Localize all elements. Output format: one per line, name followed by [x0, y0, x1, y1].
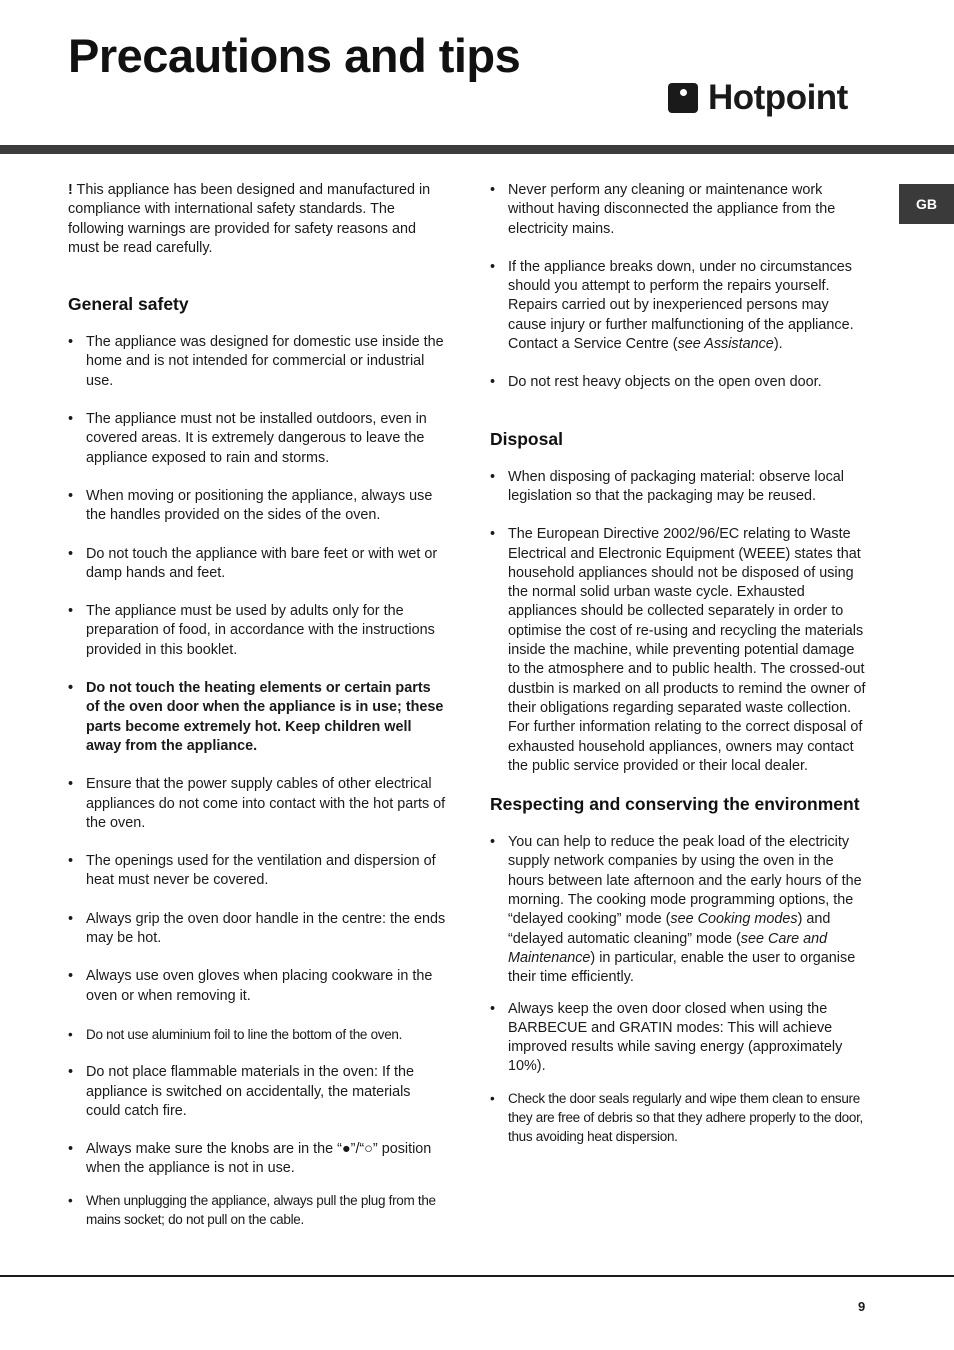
header-divider [0, 145, 954, 154]
list-item: • Do not touch the appliance with bare feet or with wet or damp hands and feet. [68, 545, 448, 584]
environment-list [490, 833, 870, 1146]
general-safety-list [68, 333, 448, 1229]
warning-mark: ! [68, 182, 73, 198]
list-item: • The appliance was designed for domestic use inside the home and is not intended for commercial or industrial use. [68, 333, 448, 391]
right-column [490, 181, 870, 1166]
list-item: • The appliance must be used by adults only for the preparation of food, in accordance with the instructions provided in this booklet. [68, 602, 448, 660]
environment-heading: Respecting and conserving the environment [490, 794, 860, 815]
disposal-heading: Disposal [490, 428, 563, 449]
list-item: • Do not use aluminium foil to line the bottom of the oven. [68, 1025, 448, 1044]
list-item: • Always use oven gloves when placing cookware in the oven or when removing it. [68, 967, 448, 1006]
list-item: • Check the door seals regularly and wipe them clean to ensure they are free of debris so that they adhere properly to the door, thus avoiding heat dispersion. [490, 1089, 870, 1147]
list-item: • Never perform any cleaning or maintenance work without having disconnected the appliance from the electricity mains. [490, 181, 870, 239]
list-item: • Do not rest heavy objects on the open oven door. [490, 373, 870, 392]
intro-text: This appliance has been designed and manufactured in compliance with international safety standards. The following warnings are provided for safety reasons and must be read carefully. [68, 182, 431, 256]
list-item: • The European Directive 2002/96/EC relating to Waste Electrical and Electronic Equipment (WEEE) states that household appliances should not be disposed of using the normal solid urban waste cycle. Exhausted appliances should be collected separately in order to optimise the cost of re-using and recycling the materials inside the machine, while preventing potential damage to the atmosphere and to public health. The crossed-out dustbin is marked on all products to remind the owner of their obligations regarding separated waste collection. For further information relating to the correct disposal of exhausted household appliances, owners may contact the public service provided or their local dealer. [490, 525, 870, 776]
page-number: 9 [858, 1299, 866, 1314]
list-item: • Always make sure the knobs are in the “●”/“○” position when the appliance is not in use. [68, 1140, 448, 1179]
intro-paragraph [68, 181, 448, 258]
disposal-list [490, 468, 870, 776]
cooking-modes-reference: see Cooking modes [670, 911, 798, 928]
list-item: • When moving or positioning the appliance, always use the handles provided on the sides of the oven. [68, 487, 448, 526]
list-item: • Do not place flammable materials in the oven: If the appliance is switched on accidentally, the materials could catch fire. [68, 1063, 448, 1121]
list-item: • When disposing of packaging material: observe local legislation so that the packaging may be reused. [490, 468, 870, 507]
page-title: Precautions and tips [68, 29, 521, 82]
list-item: • Always grip the oven door handle in the centre: the ends may be hot. [68, 910, 448, 949]
brand-logo [668, 78, 848, 118]
general-safety-heading: General safety [68, 294, 189, 315]
list-item: • The appliance must not be installed outdoors, even in covered areas. It is extremely dangerous to leave the appliance exposed to rain and storms. [68, 410, 448, 468]
list-item-warning: • Do not touch the heating elements or certain parts of the oven door when the appliance is in use; these parts become extremely hot. Keep children well away from the appliance. [68, 679, 448, 756]
footer-divider [0, 1275, 954, 1277]
list-item: • The openings used for the ventilation and dispersion of heat must never be covered. [68, 852, 448, 891]
left-column [68, 181, 448, 1248]
care-maintenance-reference: see Care and Maintenance [508, 930, 828, 966]
brand-name: Hotpoint [708, 78, 848, 117]
hotpoint-logo-icon [668, 83, 698, 113]
list-item: • When unplugging the appliance, always pull the plug from the mains socket; do not pull on the cable. [68, 1191, 448, 1230]
list-item: • You can help to reduce the peak load of the electricity supply network companies by using the oven in the hours between late afternoon and the early hours of the morning. The cooking mode programming options, the “delayed cooking” mode (see Cooking modes) and “delayed automatic cleaning” mode (see Care and Maintenance) in particular, enable the user to organise their time efficiently. [490, 833, 870, 987]
assistance-reference: see Assistance [677, 336, 774, 353]
language-tab: GB [899, 184, 954, 224]
list-item: • Ensure that the power supply cables of other electrical appliances do not come into contact with the hot parts of the oven. [68, 775, 448, 833]
general-safety-list-continued [490, 181, 870, 393]
list-item: • Always keep the oven door closed when using the BARBECUE and GRATIN modes: This will achieve improved results while saving energy (approximately 10%). [490, 1000, 870, 1077]
list-item: • If the appliance breaks down, under no circumstances should you attempt to perform the repairs yourself. Repairs carried out by inexperienced persons may cause injury or further malfunctioning of the appliance. Contact a Service Centre (see Assistance). [490, 258, 870, 354]
